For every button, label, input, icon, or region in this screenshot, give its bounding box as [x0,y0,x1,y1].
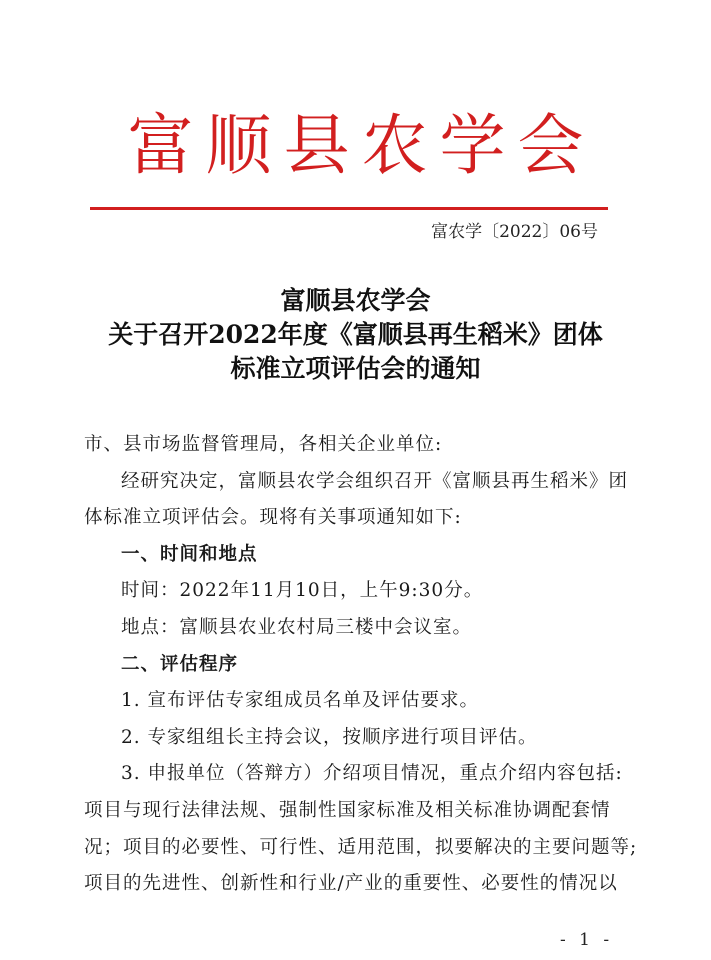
section-heading-time-place: 一、时间和地点 [121,543,258,565]
procedure-item-3-line-2: 项目与现行法律法规、强制性国家标准及相关标准协调配套情 [84,799,611,821]
procedure-item-2: 2. 专家组组长主持会议，按顺序进行项目评估。 [121,726,538,748]
document-number: 富农学〔2022〕06号 [431,222,598,242]
intro-line-2: 体标准立项评估会。现将有关事项通知如下: [84,507,462,529]
masthead-red-rule [90,207,608,210]
salutation: 市、县市场监督管理局，各相关企业单位: [84,434,443,455]
procedure-item-1: 1. 宣布评估专家组成员名单及评估要求。 [121,690,480,712]
document-title [0,284,711,386]
meeting-place: 地点：富顺县农业农村局三楼中会议室。 [121,616,473,638]
document-body [84,427,638,903]
title-line-1: 富顺县农学会 [280,286,431,315]
procedure-item-3-line-4: 项目的先进性、创新性和行业/产业的重要性、必要性的情况以 [84,873,618,895]
title-line-2: 关于召开2022年度《富顺县再生稻米》团体 [108,320,603,349]
procedure-item-3-line-3: 况；项目的必要性、可行性、适用范围，拟要解决的主要问题等; [84,836,638,858]
meeting-time: 时间：2022年11月10日，上午9:30分。 [121,580,484,602]
title-line-3: 标准立项评估会的通知 [230,354,481,383]
masthead-title: 富顺县农学会 [127,107,596,184]
procedure-item-3-line-1: 3. 申报单位（答辩方）介绍项目情况，重点介绍内容包括: [121,763,623,785]
section-heading-procedure: 二、评估程序 [121,653,239,675]
page-number: - 1 - [560,930,614,950]
intro-line-1: 经研究决定，富顺县农学会组织召开《富顺县再生稻米》团 [121,470,629,492]
